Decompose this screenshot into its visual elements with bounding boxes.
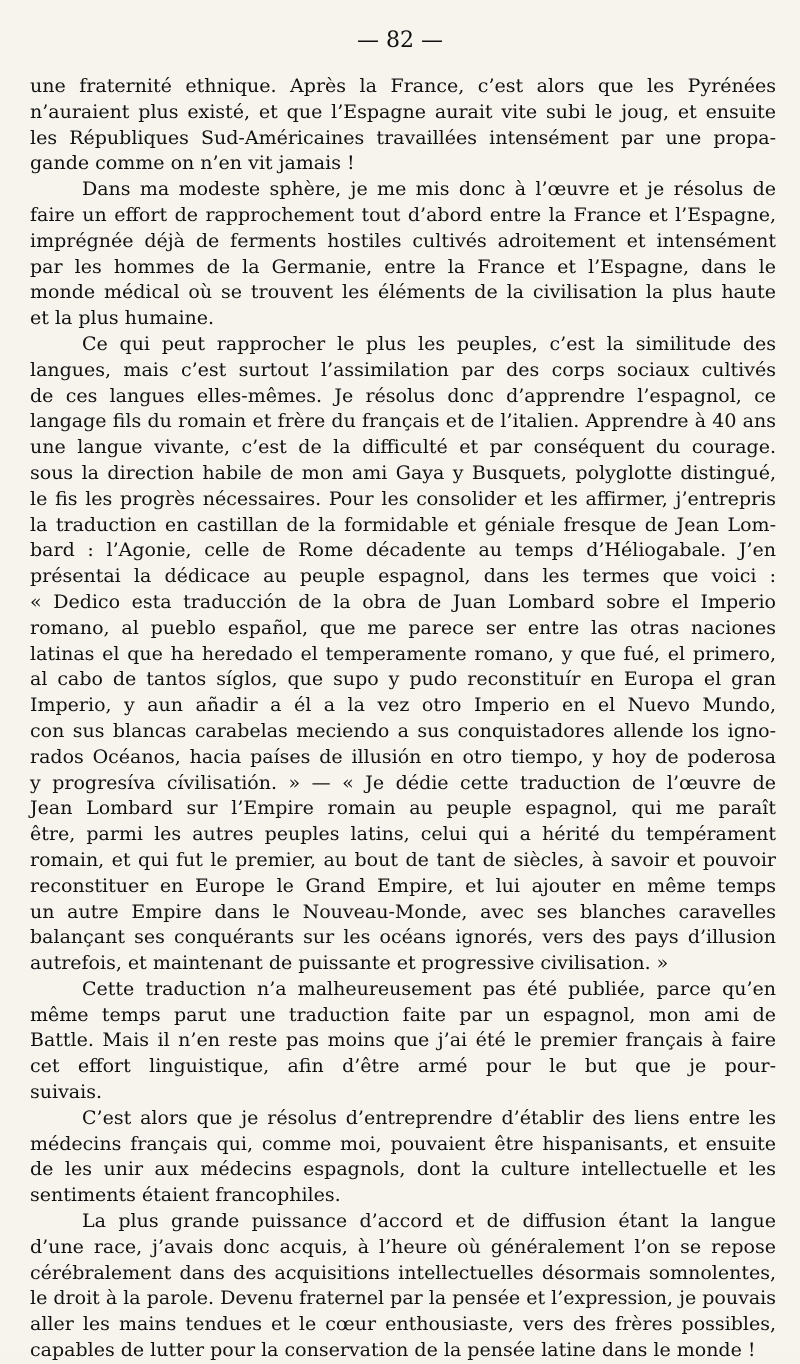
- text-line: médecins français qui, comme moi, pouvaient être hispanisants, et ensuite: [30, 1132, 776, 1155]
- paragraph: [30, 332, 776, 977]
- text-line: reconstituer en Europe le Grand Empire, et lui ajouter en même temps: [30, 874, 776, 897]
- text-line: sous la direction habile de mon ami Gaya y Busquets, polyglotte distingué,: [30, 461, 776, 484]
- text-line: une langue vivante, c’est de la difficulté et par conséquent du courage.: [30, 436, 776, 459]
- text-line: cet effort linguistique, afin d’être armé pour le but que je pour-: [30, 1055, 776, 1078]
- paragraph: [30, 1106, 776, 1209]
- paragraph: [30, 74, 776, 177]
- text-line: n’auraient plus existé, et que l’Espagne aurait vite subi le joug, et ensuite: [30, 100, 776, 123]
- paragraph: [30, 1209, 776, 1364]
- text-line: Cette traduction n’a malheureusement pas été publiée, parce qu’en: [82, 977, 776, 1000]
- text-line: le fis les progrès nécessaires. Pour les consolider et les affirmer, j’entrepris: [30, 487, 776, 510]
- text-line: langage fils du romain et frère du français et de l’italien. Apprendre à 40 ans: [30, 410, 776, 433]
- text-line: C’est alors que je résolus d’entreprendre d’établir des liens entre les: [82, 1106, 776, 1129]
- text-line: de les unir aux médecins espagnols, dont la culture intellectuelle et les: [30, 1158, 776, 1181]
- text-line: Battle. Mais il n’en reste pas moins que j’ai été le premier français à faire: [30, 1029, 776, 1052]
- text-line: et la plus humaine.: [30, 307, 215, 330]
- text-line: monde médical où se trouvent les éléments de la civilisation la plus haute: [30, 281, 776, 304]
- text-line: Imperio, y aun añadir a él a la vez otro Imperio en el Nuevo Mundo,: [30, 694, 776, 717]
- text-line: la traduction en castillan de la formidable et géniale fresque de Jean Lom-: [30, 513, 776, 536]
- text-line: La plus grande puissance d’accord et de diffusion étant la langue: [82, 1210, 776, 1233]
- paragraph: [30, 177, 776, 332]
- text-line: « Dedico esta traducción de la obra de Juan Lombard sobre el Imperio: [30, 590, 776, 613]
- text-line: de ces langues elles-mêmes. Je résolus donc d’apprendre l’espagnol, ce: [30, 384, 776, 407]
- text-line: Ce qui peut rapprocher le plus les peuples, c’est la similitude des: [82, 332, 776, 355]
- text-line: y progresíva cívilisatión. » — « Je dédie cette traduction de l’œuvre de: [30, 771, 776, 794]
- text-line: Dans ma modeste sphère, je me mis donc à l’œuvre et je résolus de: [82, 178, 776, 201]
- text-line: langues, mais c’est surtout l’assimilation par des corps sociaux cultivés: [30, 358, 776, 381]
- text-line: le droit à la parole. Devenu fraternel par la pensée et l’expression, je pouvais: [30, 1287, 776, 1310]
- text-line: rados Océanos, hacia países de illusión en otro tiempo, y hoy de poderosa: [30, 745, 776, 768]
- text-line: sentiments étaient francophiles.: [30, 1184, 341, 1207]
- text-line: suivais.: [30, 1081, 102, 1104]
- text-line: balançant ses conquérants sur les océans ignorés, vers des pays d’illusion: [30, 926, 776, 949]
- text-line: con sus blancas carabelas meciendo a sus conquistadores allende los igno-: [30, 719, 776, 742]
- text-line: être, parmi les autres peuples latins, celui qui a hérité du tempérament: [30, 823, 776, 846]
- text-line: al cabo de tantos síglos, que supo y pudo reconstituír en Europa el gran: [30, 668, 776, 691]
- text-line: présentai la dédicace au peuple espagnol, dans les termes que voici :: [30, 565, 776, 588]
- text-line: même temps parut une traduction faite par un espagnol, mon ami de: [30, 1003, 776, 1026]
- text-line: latinas el que ha heredado el temperamente romano, y que fué, el primero,: [30, 642, 776, 665]
- text-line: Jean Lombard sur l’Empire romain au peuple espagnol, qui me paraît: [30, 797, 776, 820]
- text-line: par les hommes de la Germanie, entre la France et l’Espagne, dans le: [30, 255, 776, 278]
- text-line: capables de lutter pour la conservation de la pensée latine dans le monde !: [30, 1339, 756, 1362]
- text-line: aller les mains tendues et le cœur enthousiaste, vers des frères possibles,: [30, 1313, 776, 1336]
- text-line: cérébralement dans des acquisitions intellectuelles désormais somnolentes,: [30, 1261, 776, 1284]
- page-number: — 82 —: [357, 28, 443, 53]
- text-line: faire un effort de rapprochement tout d’abord entre la France et l’Espagne,: [30, 203, 776, 226]
- text-line: une fraternité ethnique. Après la France, c’est alors que les Pyrénées: [30, 75, 776, 97]
- text-line: romano, al pueblo español, que me parece ser entre las otras naciones: [30, 616, 776, 639]
- text-line: bard : l’Agonie, celle de Rome décadente au temps d’Héliogabale. J’en: [30, 539, 776, 562]
- text-line: imprégnée déjà de ferments hostiles cultivés adroitement et intensément: [30, 229, 776, 252]
- page-body: [30, 74, 776, 1364]
- text-line: d’une race, j’avais donc acquis, à l’heure où généralement l’on se repose: [30, 1235, 776, 1258]
- paragraph: [30, 977, 776, 1106]
- text-line: un autre Empire dans le Nouveau-Monde, avec ses blanches caravelles: [30, 900, 776, 923]
- text-line: romain, et qui fut le premier, au bout de tant de siècles, à savoir et pouvoir: [30, 848, 776, 871]
- text-line: gande comme on n’en vit jamais !: [30, 152, 355, 175]
- text-line: autrefois, et maintenant de puissante et progressive civilisation. »: [30, 952, 669, 975]
- text-line: les Républiques Sud-Américaines travaillées intensément par une propa-: [30, 126, 776, 149]
